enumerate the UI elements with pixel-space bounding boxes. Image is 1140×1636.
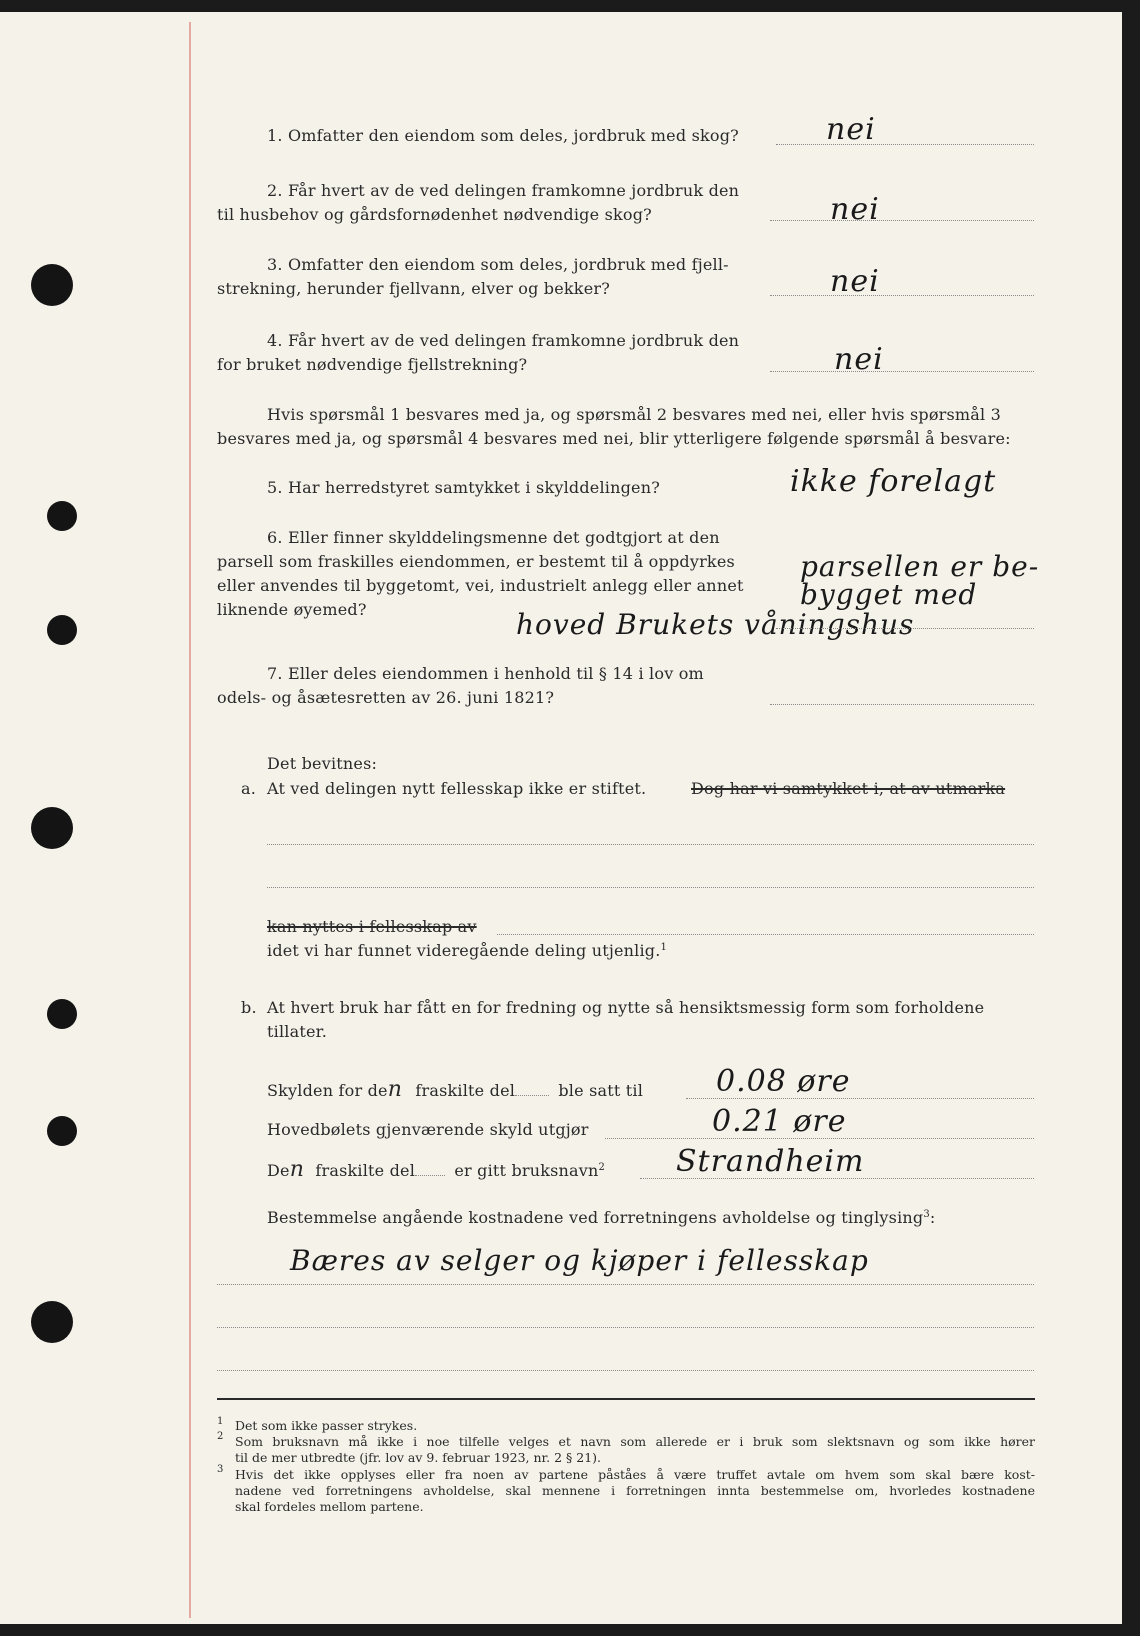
question-2-line-1: 2. Får hvert av de ved delingen framkomne jordbruk den	[267, 181, 740, 200]
answer-1: nei	[826, 112, 876, 147]
question-7-line-1: 7. Eller deles eiendommen i henhold til § 14 i lov om	[267, 664, 704, 683]
attest-b-line-1: At hvert bruk har fått en for fredning og nytte så hensiktsmessig form som forholdene	[267, 998, 985, 1017]
answer-6-line-2: bygget med	[800, 578, 978, 611]
punch-hole	[47, 615, 77, 645]
answer-line	[770, 371, 1034, 372]
answer-5: ikke forelagt	[790, 464, 997, 499]
punch-hole	[47, 501, 77, 531]
bruksnavn-value: Strandheim	[676, 1144, 865, 1179]
footnote-2-line-2: til de mer utbredte (jfr. lov av 9. februar 1923, nr. 2 § 21).	[235, 1450, 601, 1465]
blank-line	[267, 887, 1034, 888]
attest-a-struck: Dog har vi samtykket i, at av utmarka	[691, 779, 1006, 798]
skyld-line-1: Skylden for den fraskilte del ble satt til	[267, 1077, 644, 1102]
question-5: 5. Har herredstyret samtykket i skylddelingen?	[267, 478, 660, 497]
attest-b-label: b.	[241, 998, 257, 1017]
punch-hole	[31, 807, 73, 849]
question-6-line-1: 6. Eller finner skylddelingsmenne det godtgjort at den	[267, 528, 720, 547]
skyld-line-3: Den fraskilte del er gitt bruksnavn$^2$	[267, 1157, 606, 1182]
footnote-2-line-1: Som bruksnavn må ikke i noe tilfelle velges et navn som allerede er i bruk som slektsnavn og som ikke hører	[235, 1434, 1035, 1449]
attest-a-struck-2: kan nyttes i fellesskap av	[267, 917, 477, 936]
question-3-line-1: 3. Omfatter den eiendom som deles, jordbruk med fjell-	[267, 255, 729, 274]
footnote-number-2: 2	[217, 1431, 224, 1442]
attest-a-text: At ved delingen nytt fellesskap ikke er stiftet.	[267, 779, 647, 798]
punch-hole	[47, 1116, 77, 1146]
answer-6-line-3: hoved Brukets våningshus	[516, 608, 915, 641]
question-6-line-2: parsell som fraskilles eiendommen, er bestemt til å oppdyrkes	[217, 552, 735, 571]
blank-line	[267, 844, 1034, 845]
punch-hole	[31, 1301, 73, 1343]
cost-label: Bestemmelse angående kostnadene ved forretningens avholdelse og tinglysing$^3$:	[267, 1208, 936, 1227]
attest-a-tail: idet vi har funnet videregående deling utjenlig.$^1$	[267, 941, 668, 960]
question-6-line-3: eller anvendes til byggetomt, vei, industrielt anlegg eller annet	[217, 576, 744, 595]
answer-line	[776, 628, 1034, 629]
answer-line	[770, 295, 1034, 296]
attest-heading: Det bevitnes:	[267, 754, 378, 773]
condition-line-1: Hvis spørsmål 1 besvares med ja, og spørsmål 2 besvares med nei, eller hvis spørsmål 3	[267, 405, 1002, 424]
skyld-value-1: 0.08 øre	[716, 1064, 851, 1099]
footnote-number-1: 1	[217, 1416, 224, 1427]
answer-line	[770, 704, 1034, 705]
blank-line	[217, 1284, 1034, 1285]
skyld-value-2: 0.21 øre	[712, 1104, 847, 1139]
footnote-3-line-1: Hvis det ikke opplyses eller fra noen av partene påståes å være truffet avtale om hvem som skal bære kost-	[235, 1467, 1035, 1482]
document-page	[0, 12, 1122, 1624]
footnote-1: Det som ikke passer strykes.	[235, 1418, 418, 1433]
cost-value: Bæres av selger og kjøper i fellesskap	[290, 1244, 869, 1277]
question-6-line-4: liknende øyemed?	[217, 600, 367, 619]
attest-b-line-2: tillater.	[267, 1022, 327, 1041]
answer-4: nei	[834, 342, 884, 377]
answer-3: nei	[830, 264, 880, 299]
question-7-line-2: odels- og åsætesretten av 26. juni 1821?	[217, 688, 555, 707]
answer-2: nei	[830, 192, 880, 227]
question-2-line-2: til husbehov og gårdsfornødenhet nødvendige skog?	[217, 205, 652, 224]
question-3-line-2: strekning, herunder fjellvann, elver og bekker?	[217, 279, 611, 298]
footnote-3-line-3: skal fordeles mellom partene.	[235, 1499, 424, 1514]
answer-line	[770, 220, 1034, 221]
answer-6-line-1: parsellen er be-	[800, 550, 1040, 583]
footnote-number-3: 3	[217, 1464, 224, 1475]
question-4-line-2: for bruket nødvendige fjellstrekning?	[217, 355, 528, 374]
attest-a-label: a.	[241, 779, 257, 798]
question-1: 1. Omfatter den eiendom som deles, jordbruk med skog?	[267, 126, 739, 145]
skyld-line-2: Hovedbølets gjenværende skyld utgjør	[267, 1120, 589, 1139]
condition-line-2: besvares med ja, og spørsmål 4 besvares med nei, blir ytterligere følgende spørsmål å besvare:	[217, 429, 1011, 448]
blank-line	[217, 1370, 1034, 1371]
question-4-line-1: 4. Får hvert av de ved delingen framkomne jordbruk den	[267, 331, 740, 350]
punch-hole	[47, 999, 77, 1029]
margin-line	[189, 22, 191, 1618]
punch-hole	[31, 264, 73, 306]
blank-line	[217, 1327, 1034, 1328]
footnote-rule	[217, 1398, 1035, 1400]
blank-line	[497, 934, 1034, 935]
footnote-3-line-2: nadene ved forretningens avholdelse, skal mennene i forretningen innta bestemmelse om, hvorledes kostnadene	[235, 1483, 1035, 1498]
answer-line	[776, 144, 1034, 145]
